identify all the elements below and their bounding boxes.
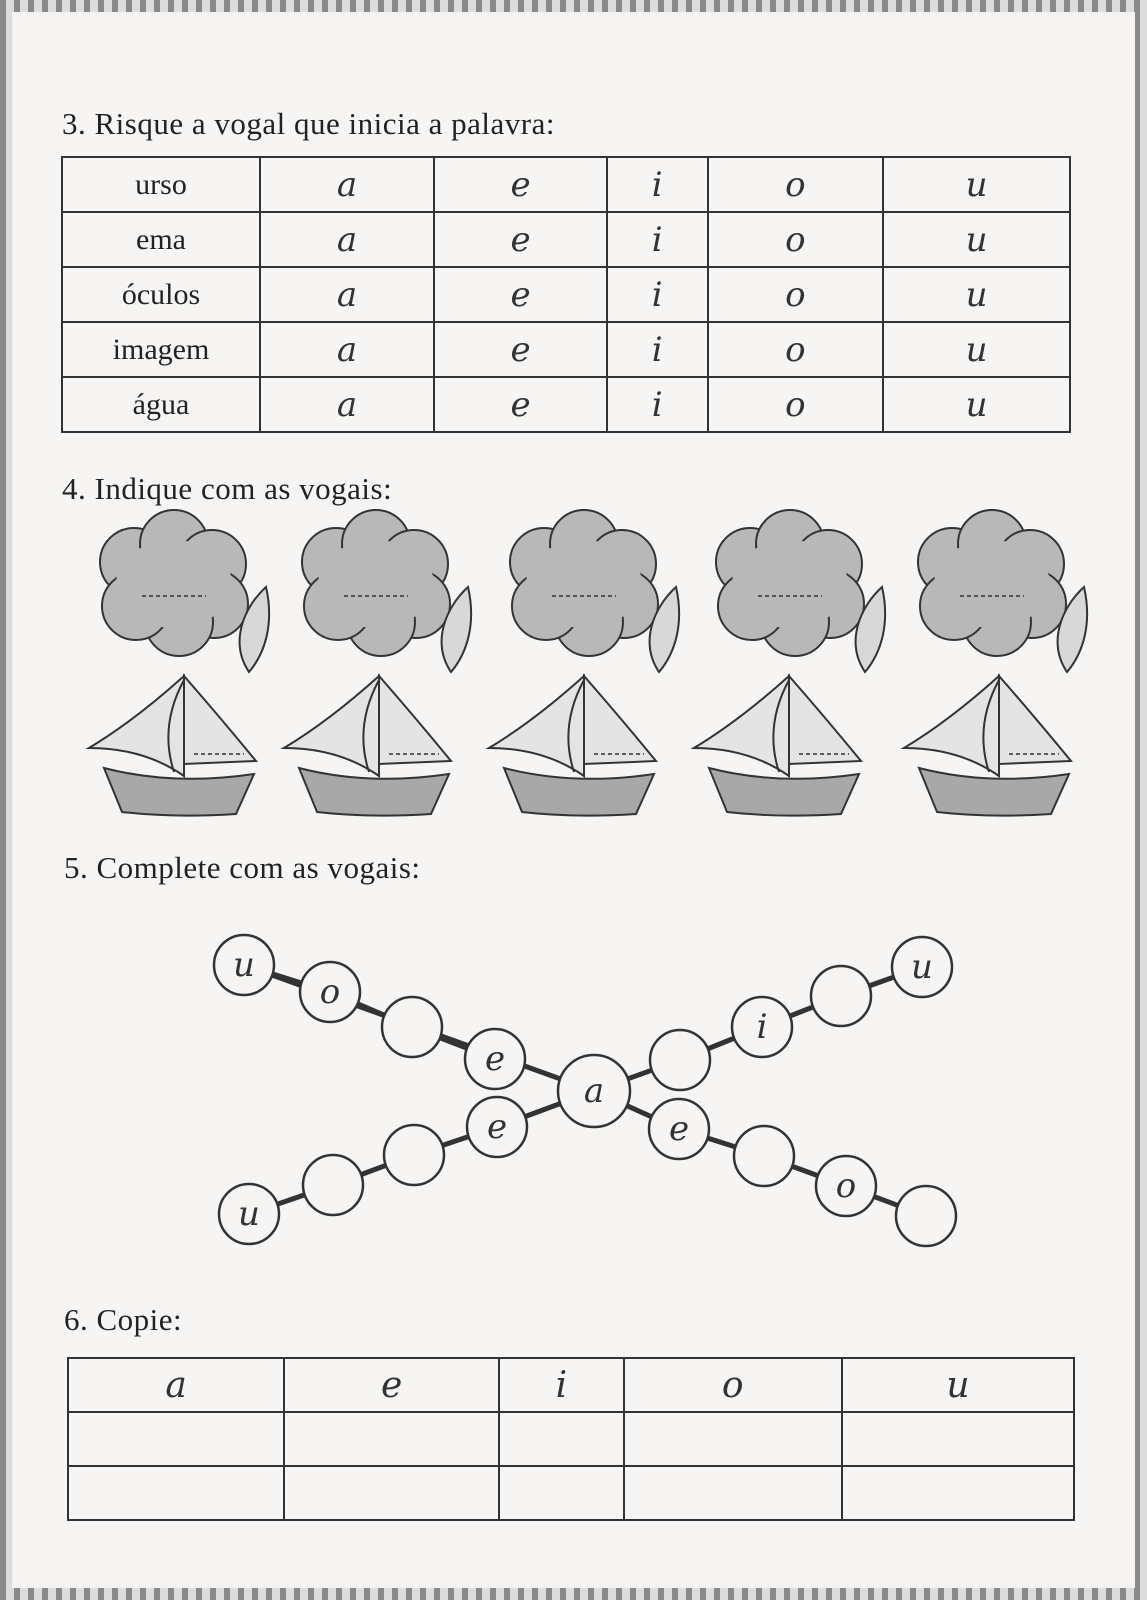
vowel-option[interactable]: i (607, 157, 708, 212)
copy-vowel-a: a (68, 1358, 284, 1412)
sailboat-icon (284, 676, 451, 816)
bead-letter: e (668, 1109, 690, 1149)
vowel-option[interactable]: i (607, 322, 708, 377)
vowel-option[interactable]: o (708, 267, 884, 322)
illustrations (14, 14, 1133, 1586)
vowel-option[interactable]: e (434, 212, 607, 267)
vowel-bead (300, 962, 360, 1022)
vowel-option[interactable]: e (434, 377, 607, 432)
bead-letter: a (583, 1071, 605, 1111)
exercise6-title: 6. Copie: (64, 1302, 183, 1337)
vowel-bead (467, 1097, 527, 1157)
vowel-option[interactable]: e (434, 322, 607, 377)
vowel-option[interactable]: e (434, 157, 607, 212)
bead-letter: o (319, 972, 341, 1012)
copy-vowel-u: u (842, 1358, 1074, 1412)
word-cell: imagem (62, 322, 260, 377)
blank-bead[interactable] (382, 997, 442, 1057)
blank-bead[interactable] (384, 1125, 444, 1185)
vowel-option[interactable]: a (260, 212, 434, 267)
vowel-bead (732, 997, 792, 1057)
bead-letter: i (756, 1007, 768, 1047)
exercise5-title: 5. Complete com as vogais: (64, 850, 421, 885)
vowel-option[interactable]: i (607, 377, 708, 432)
bead-letter: e (486, 1107, 508, 1147)
bead-letter: u (238, 1194, 260, 1234)
vowel-option[interactable]: i (607, 212, 708, 267)
vowel-option[interactable]: u (883, 267, 1070, 322)
blank-bead[interactable] (896, 1186, 956, 1246)
worksheet-page (14, 14, 1133, 1586)
vowel-option[interactable]: u (883, 157, 1070, 212)
bead-letter: o (835, 1166, 857, 1206)
vowel-bead (649, 1099, 709, 1159)
sailboat-icon (89, 676, 256, 816)
vowel-bead (892, 937, 952, 997)
bead-letter: u (233, 945, 255, 985)
copy-vowel-i: i (499, 1358, 624, 1412)
word-cell: ema (62, 212, 260, 267)
copy-vowel-e: e (284, 1358, 499, 1412)
vowel-option[interactable]: o (708, 322, 884, 377)
exercise4-title: 4. Indique com as vogais: (62, 471, 393, 506)
vowel-option[interactable]: a (260, 377, 434, 432)
copy-vowel-o: o (624, 1358, 842, 1412)
sailboat-icon (904, 676, 1071, 816)
bead-letter: u (911, 947, 933, 987)
flower-icon (302, 510, 471, 672)
vowel-option[interactable]: u (883, 322, 1070, 377)
flower-icon (100, 510, 269, 672)
vowel-option[interactable]: a (260, 322, 434, 377)
flower-icon (510, 510, 679, 672)
flower-icon (918, 510, 1087, 672)
sailboat-icon (489, 676, 656, 816)
sailboat-icon (694, 676, 861, 816)
vowel-option[interactable]: a (260, 267, 434, 322)
bead-letter: e (484, 1039, 506, 1079)
exercise3-title: 3. Risque a vogal que inicia a palavra: (62, 106, 555, 141)
vowel-option[interactable]: u (883, 212, 1070, 267)
word-cell: óculos (62, 267, 260, 322)
word-cell: urso (62, 157, 260, 212)
blank-bead[interactable] (303, 1155, 363, 1215)
vowel-bead (219, 1184, 279, 1244)
vowel-option[interactable]: i (607, 267, 708, 322)
blank-bead[interactable] (650, 1030, 710, 1090)
vowel-option[interactable]: o (708, 377, 884, 432)
vowel-option[interactable]: e (434, 267, 607, 322)
word-cell: água (62, 377, 260, 432)
vowel-option[interactable]: a (260, 157, 434, 212)
blank-bead[interactable] (734, 1126, 794, 1186)
blank-bead[interactable] (811, 966, 871, 1026)
flower-icon (716, 510, 885, 672)
center-vowel-bead (558, 1055, 630, 1127)
vowel-bead (465, 1029, 525, 1089)
vowel-bead (214, 935, 274, 995)
vowel-option[interactable]: u (883, 377, 1070, 432)
vowel-option[interactable]: o (708, 157, 884, 212)
vowel-option[interactable]: o (708, 212, 884, 267)
vowel-bead (816, 1156, 876, 1216)
